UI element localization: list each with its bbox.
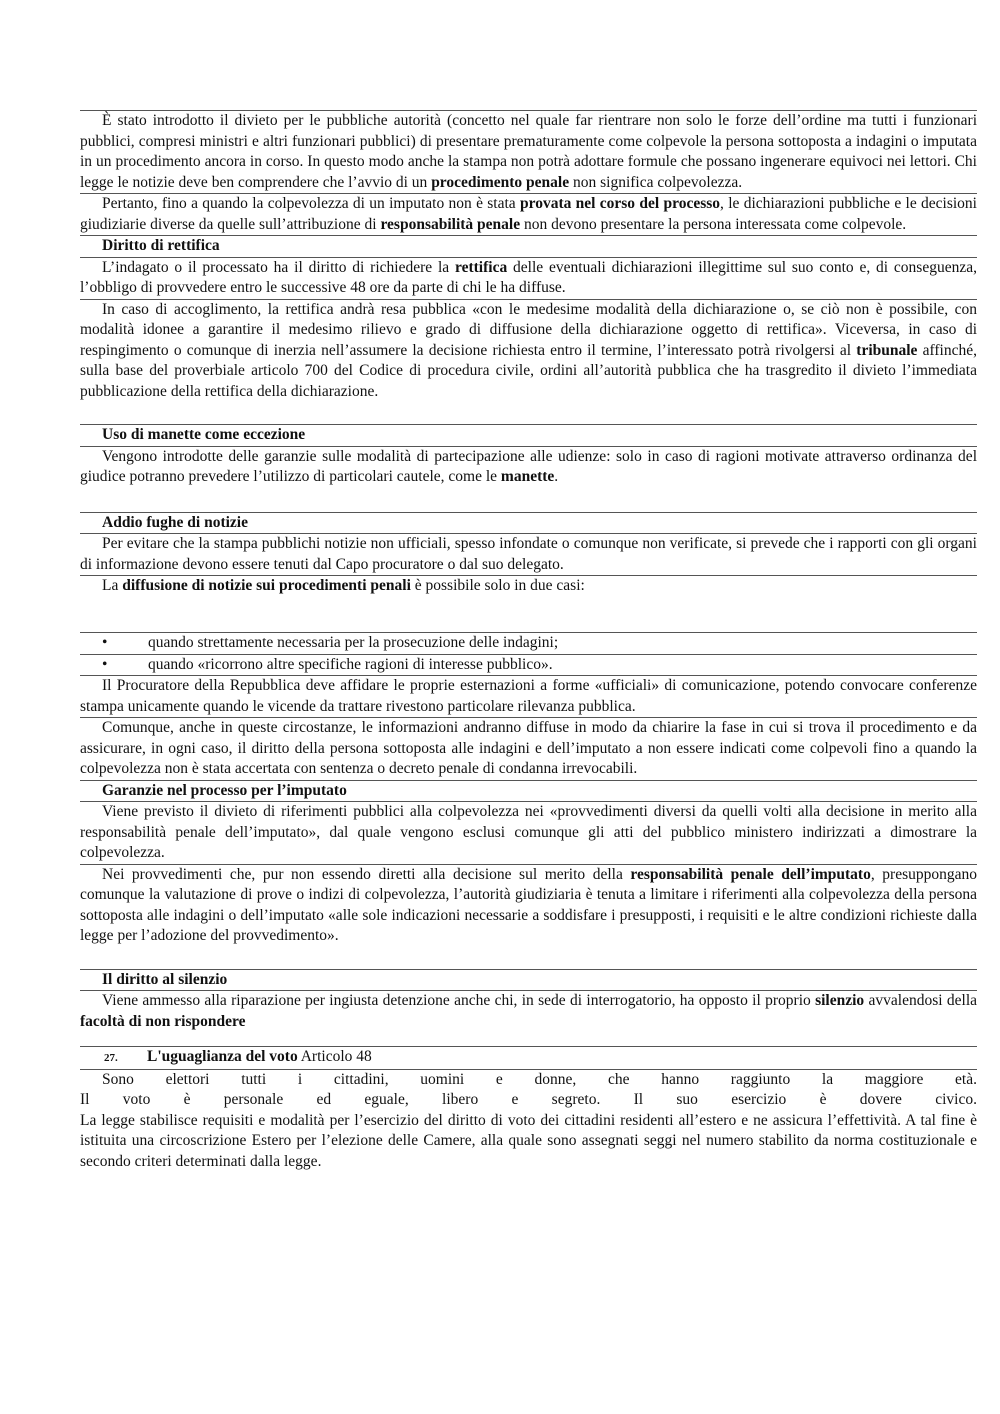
bullet-icon: • xyxy=(102,655,108,673)
list-item xyxy=(80,632,977,654)
text: La xyxy=(102,577,123,594)
article-paragraph: La legge stabilisce requisiti e modalità per l’esercizio del diritto di voto dei cittadini residenti all’estero e ne assicura l’effettività. A tal fine è istituita una circoscrizione Estero per l’elezione delle Camere, alla quale sono assegnati seggi nel numero stabilito da norma costituzionale e secondo criteri determinati dalla legge. xyxy=(80,1111,977,1170)
paragraph-procuratore: Il Procuratore della Repubblica deve affidare le proprie esternazioni a forme «ufficiali» di comunicazione, potendo convocare conferenze stampa unicamente quando le vicende da trattare rivestono particolare rilevanza pubblica. xyxy=(80,675,977,717)
text: . xyxy=(554,468,559,485)
article-48-text xyxy=(80,1069,977,1173)
list-item-text: quando strettamente necessaria per la prosecuzione delle indagini; xyxy=(148,634,559,651)
text: non devono presentare la persona interessata come colpevole. xyxy=(520,215,907,233)
bold-term: procedimento penale xyxy=(431,173,570,191)
heading-diritto-silenzio: Il diritto al silenzio xyxy=(80,969,977,991)
text: Nei provvedimenti che, pur non essendo diretti alla decisione sul merito della xyxy=(102,865,631,883)
text: , le dichiarazioni pubbliche e le decisioni giudiziarie diverse da quelle sull’attribuzione di xyxy=(80,195,977,233)
bullet-icon: • xyxy=(102,634,108,651)
bold-term: silenzio xyxy=(815,992,865,1009)
text: non significa colpevolezza. xyxy=(569,173,743,191)
list-item xyxy=(80,654,977,676)
text: avvalendosi della xyxy=(864,992,977,1009)
paragraph-divieto-riferimenti: Viene previsto il divieto di riferimenti pubblici alla colpevolezza nei «provvedimenti diversi da quelli volti alla decisione in merito alla responsabilità penale dell’imputato», dal quale vengono esclusi comunque gli atti del pubblico ministero indirizzati a dimostrare la colpevolezza. xyxy=(80,801,977,864)
paragraph-circostanze: Comunque, anche in queste circostanze, le informazioni andranno diffuse in modo da chiarire la fase in cui si trova il procedimento e da assicurare, in ogni caso, il diritto della persona sottoposta alle indagini e dell’imputato a non essere indicati come colpevoli fino a quando la colpevolezza non è stata accertata con sentenza o decreto penale di condanna irrevocabili. xyxy=(80,717,977,780)
text: delle eventuali dichiarazioni illegittime sul suo conto e, di conseguenza, l’obbligo di provvedere entro le successive 48 ore da parte di chi le ha diffuse. xyxy=(80,258,977,296)
paragraph-provvedimenti xyxy=(80,864,977,947)
document-page xyxy=(80,110,977,1172)
paragraph-stampa: Per evitare che la stampa pubblichi notizie non ufficiali, spesso infondate o comunque non verificate, si prevede che i rapporti con gli organi di informazione devono essere tenuti dal Capo procuratore o dal suo delegato. xyxy=(80,533,977,575)
list-item-text: quando «ricorrono altre specifiche ragioni di interesse pubblico». xyxy=(148,655,553,673)
text: Vengono introdotte delle garanzie sulle modalità di partecipazione alle udienze: solo in caso di ragioni motivate attraverso ordinanza del giudice potranno prevedere l’utilizzo di particolari cautele, come le xyxy=(80,447,977,485)
article-line: Sono elettori tutti i cittadini, uomini e donne, che hanno raggiunto la maggiore età. xyxy=(102,1070,977,1088)
bold-term: tribunale xyxy=(856,341,918,359)
bold-term: responsabilità penale xyxy=(380,215,521,233)
section-reference: Articolo 48 xyxy=(297,1048,372,1065)
text: è possibile solo in due casi: xyxy=(410,577,585,594)
bold-term: rettifica xyxy=(455,258,508,276)
text: , presuppongano comunque la valutazione di prove o indizi di colpevolezza, l’autorità giudiziaria è tenuta a limitare i riferimenti alla colpevolezza della persona sottoposta alle indagini o dell’imputato «alle sole indicazioni necessarie a soddisfare i presupposti, i requisiti e le altre condizioni richieste dalla legge per l’adozione del provvedimento». xyxy=(80,865,977,944)
paragraph-silenzio xyxy=(80,990,977,1032)
paragraph-colpevolezza xyxy=(80,193,977,235)
text: L’indagato o il processato ha il diritto di richiedere la xyxy=(102,258,455,276)
text: affinché, sulla base del proverbiale articolo 700 del Codice di procedura civile, ordini all’autorità pubblica che ha trasgredito il divieto l’immediata pubblicazione della rettifica della dichiarazione. xyxy=(80,341,977,400)
paragraph-manette xyxy=(80,446,977,488)
paragraph-diffusione xyxy=(80,575,977,632)
paragraph-divieto xyxy=(80,110,977,193)
section-heading-27 xyxy=(80,1046,977,1069)
section-number: 27. xyxy=(104,1052,118,1064)
heading-diritto-rettifica: Diritto di rettifica xyxy=(80,235,977,257)
text: È stato introdotto il divieto per le pubbliche autorità (concetto nel quale far rientrare non solo le forze dell’ordine ma tutti i funzionari pubblici, compresi ministri e altri funzionari pubblici) di presentare prematuramente come colpevole la persona sottoposta a indagini o imputata in un procedimento ancora in corso. In questo modo anche la stampa non potrà adottare formule che possano ingenerare equivoci nei lettori. Chi legge le notizie deve ben comprendere che l’avvio di un xyxy=(80,112,977,191)
text: Pertanto, fino a quando la colpevolezza di un imputato non è stata xyxy=(102,195,520,212)
section-title: L'uguaglianza del voto xyxy=(147,1048,298,1065)
bold-term: facoltà di non rispondere xyxy=(80,1012,246,1030)
bold-term: manette xyxy=(500,468,555,485)
paragraph-accoglimento xyxy=(80,299,977,403)
text: Viene ammesso alla riparazione per ingiusta detenzione anche chi, in sede di interrogatorio, ha opposto il proprio xyxy=(102,992,816,1009)
heading-addio-fughe: Addio fughe di notizie xyxy=(80,512,977,534)
article-line: Il voto è personale ed eguale, libero e segreto. Il suo esercizio è dovere civico. xyxy=(80,1091,977,1108)
bold-term: responsabilità penale dell’imputato xyxy=(630,865,871,883)
paragraph-rettifica xyxy=(80,257,977,299)
bold-term: diffusione di notizie sui procedimenti penali xyxy=(122,577,411,594)
bold-term: provata nel corso del processo xyxy=(519,195,721,212)
heading-uso-manette: Uso di manette come eccezione xyxy=(80,424,977,446)
heading-garanzie: Garanzie nel processo per l’imputato xyxy=(80,780,977,802)
text: In caso di accoglimento, la rettifica andrà resa pubblica «con le medesime modalità della dichiarazione o, se ciò non è possibile, con modalità idonee a garantire il medesimo rilievo e grado di diffusione della dichiarazione oggetto di rettifica». Viceversa, in caso di respingimento o comunque di inerzia nell’assumere la decisione richiesta entro il termine, l’interessato potrà rivolgersi al xyxy=(80,300,977,359)
